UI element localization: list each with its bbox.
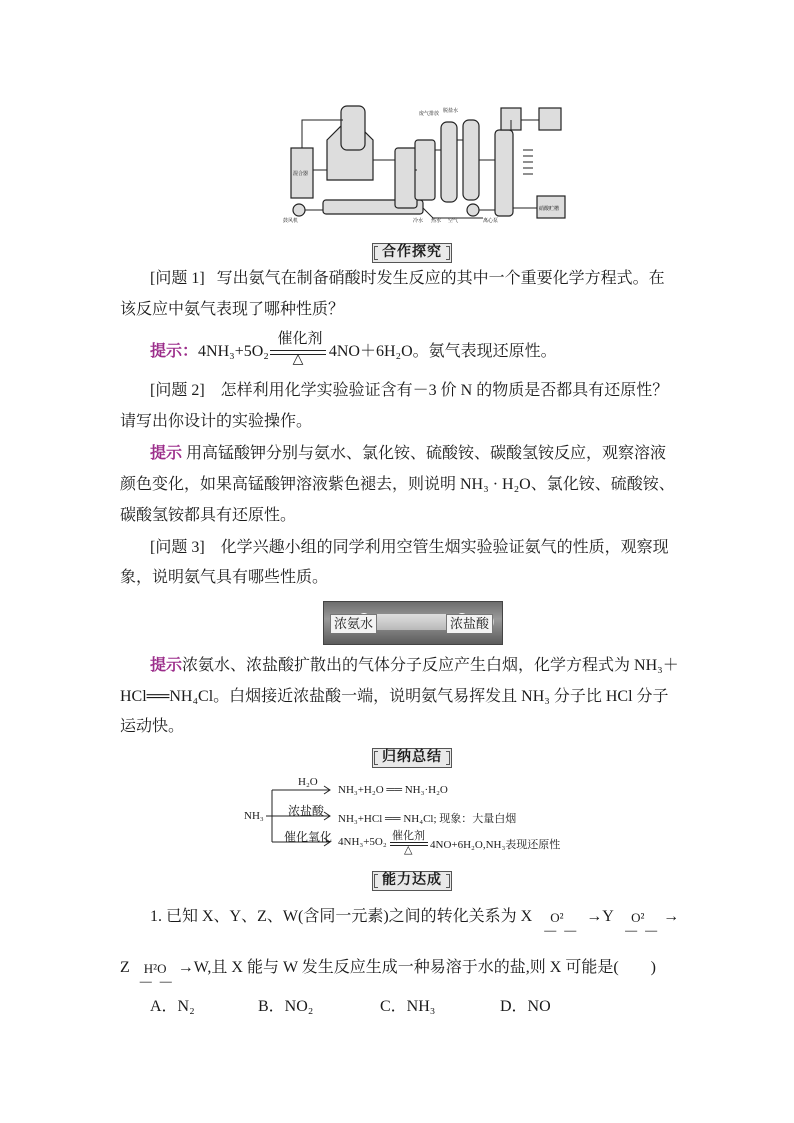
q2-line-2 <box>120 411 312 433</box>
blower <box>293 204 305 216</box>
summary-branch-3-heat: △ <box>404 844 413 856</box>
q1-tag: [问题 1] <box>150 270 205 287</box>
summary-branch-3-rhs: 4NO+6H₂O,NH₃表现还原性 <box>430 839 561 851</box>
q2-answer-3 <box>120 505 296 527</box>
tube-label-ammonia: 浓氨水 <box>330 614 377 634</box>
section-heading-ability <box>372 871 452 891</box>
summary-branch-1-result: NH₃+H₂O ══ NH₃·H₂O <box>338 784 448 796</box>
q3-answer-1 <box>150 655 679 677</box>
q2-answer-2 <box>120 474 675 496</box>
q3-hint-label: 提示 <box>150 657 183 674</box>
ex1-arrow-a: － － <box>542 924 579 941</box>
diagram-label-blower: 鼓风机 <box>283 218 299 224</box>
q3-answer-text-3: 运动快。 <box>120 718 185 735</box>
ex1-option-d[interactable]: D．NO <box>500 998 551 1015</box>
q1-line-2 <box>120 299 344 321</box>
q3-answer-3 <box>120 716 184 738</box>
q3-answer-2 <box>120 686 669 708</box>
diagram-label-exhaust: 废气排放 <box>419 111 440 117</box>
section-title: 合作探究 <box>382 245 442 260</box>
q2-answer-text-1: 用高锰酸钾分别与氨水、氯化铵、硫酸铵、碳酸氢铵反应，观察溶液 <box>186 445 667 462</box>
summary-branch-2-result: NH₃+HCl ══ NH₄Cl; 现象：大量白烟 <box>338 813 517 825</box>
smoke-tube-photo <box>323 601 503 645</box>
coil-column <box>495 130 513 216</box>
summary-root: NH₃ <box>244 810 264 822</box>
ex1-option-a[interactable]: A．N₂ <box>150 998 195 1015</box>
q2-answer-text-3: 碳酸氢铵都具有还原性。 <box>120 507 297 524</box>
section-title: 能力达成 <box>382 873 442 888</box>
section-title: 归纳总结 <box>382 750 442 765</box>
q1-text-1: 写出氨气在制备硝酸时发生反应的其中一个重要化学方程式。在 <box>216 270 665 287</box>
ex1-arrow-c: － － <box>137 975 174 992</box>
q1-catalyst: 催化剂 <box>277 331 323 347</box>
storage-box-2 <box>539 108 561 130</box>
summary-branch-2-label: 浓盐酸 <box>288 804 325 818</box>
ex1-options <box>150 996 551 1018</box>
ex1-h2o: H²O <box>143 961 167 976</box>
absorber-2 <box>441 122 457 202</box>
ex1-stem-1: 1. 已知 X、Y、Z、W(含同一元素)之间的转化关系为 X <box>150 908 533 925</box>
centrifugal-pump <box>467 204 479 216</box>
q2-text-1: 怎样利用化学实验验证含有－3 价 N 的物质是否都具有还原性？ <box>220 382 669 399</box>
summary-branch-3-label: 催化氧化 <box>284 830 333 844</box>
bleach-tower <box>463 120 479 200</box>
q3-line-1 <box>150 537 669 559</box>
q3-text-2: 象，说明氨气具有哪些性质。 <box>120 569 329 586</box>
summary-branch-1-label: H₂O <box>298 776 318 788</box>
cooler-tower <box>395 148 417 208</box>
ex1-line-1 <box>150 906 680 941</box>
q3-answer-text-2: HCl══NH₄Cl。白烟接近浓盐酸一端，说明氨气易挥发且 NH₃ 分子比 HCl 分子 <box>120 688 669 705</box>
q2-answer-text-2: 颜色变化，如果高锰酸钾溶液紫色褪去，则说明 NH₃ · H₂O、氯化铵、硫酸铵、 <box>120 476 675 493</box>
summary-diagram <box>240 770 580 860</box>
diagram-label-mixer: 混合器 <box>293 171 309 177</box>
ex1-z: Z <box>120 959 130 976</box>
ex1-o2-b: O² <box>631 910 645 925</box>
q3-line-2 <box>120 567 328 589</box>
tube-label-hcl: 浓盐酸 <box>446 614 493 634</box>
q1-heat: △ <box>292 352 304 367</box>
ex1-arrow-end: → <box>663 908 680 925</box>
q2-answer-1 <box>150 443 666 465</box>
diagram-label-water: 脱盐水 <box>443 108 459 114</box>
ex1-stem-2: →W,且 X 能与 W 发生反应生成一种易溶于水的盐,则 X 可能是( ) <box>177 959 656 976</box>
section-heading-cooperative <box>372 243 452 263</box>
section-heading-summary <box>372 748 452 768</box>
ex1-option-c[interactable]: C．NH₃ <box>380 998 436 1015</box>
absorber-1 <box>415 140 435 200</box>
diagram-label-acid-tank: 硝酸贮槽 <box>539 206 560 212</box>
oxidation-column <box>341 106 365 150</box>
diagram-label-hot-water: 热水 <box>431 218 442 224</box>
q3-tag: [问题 3] <box>150 539 205 556</box>
q1-answer <box>150 341 557 363</box>
q3-answer-text-1: 浓氨水、浓盐酸扩散出的气体分子反应产生白烟，化学方程式为 NH₃＋ <box>182 657 679 674</box>
q1-eq-lhs: 4NH₃+5O₂ <box>198 343 269 360</box>
q2-tag: [问题 2] <box>150 382 205 399</box>
q2-text-2: 请写出你设计的实验操作。 <box>120 413 313 430</box>
q3-text-1: 化学兴趣小组的同学利用空管生烟实验验证氨气的性质，观察现 <box>220 539 669 556</box>
ex1-y: →Y <box>586 908 614 925</box>
diagram-label-pump: 离心泵 <box>483 218 499 224</box>
q1-hint-label: 提示： <box>150 343 199 360</box>
nitric-acid-plant-diagram <box>283 100 573 224</box>
summary-branch-3-catalyst: 催化剂 <box>392 830 425 842</box>
q2-line-1 <box>150 380 668 402</box>
q1-eq-rhs: 4NO＋6H₂O。氨气表现还原性。 <box>328 343 557 360</box>
diagram-label-cold-water: 冷水 <box>413 218 424 224</box>
diagram-label-air: 空气 <box>448 218 459 224</box>
q2-hint-label: 提示 <box>150 445 183 462</box>
q1-line-1 <box>150 268 665 290</box>
ex1-o2-a: O² <box>550 910 564 925</box>
ex1-option-b[interactable]: B．NO₂ <box>258 998 314 1015</box>
ex1-arrow-b: － － <box>623 924 660 941</box>
q1-text-2: 该反应中氨气表现了哪种性质？ <box>120 301 345 318</box>
summary-branch-3-lhs: 4NH₃+5O₂ <box>338 836 387 848</box>
ex1-line-2 <box>120 957 656 992</box>
